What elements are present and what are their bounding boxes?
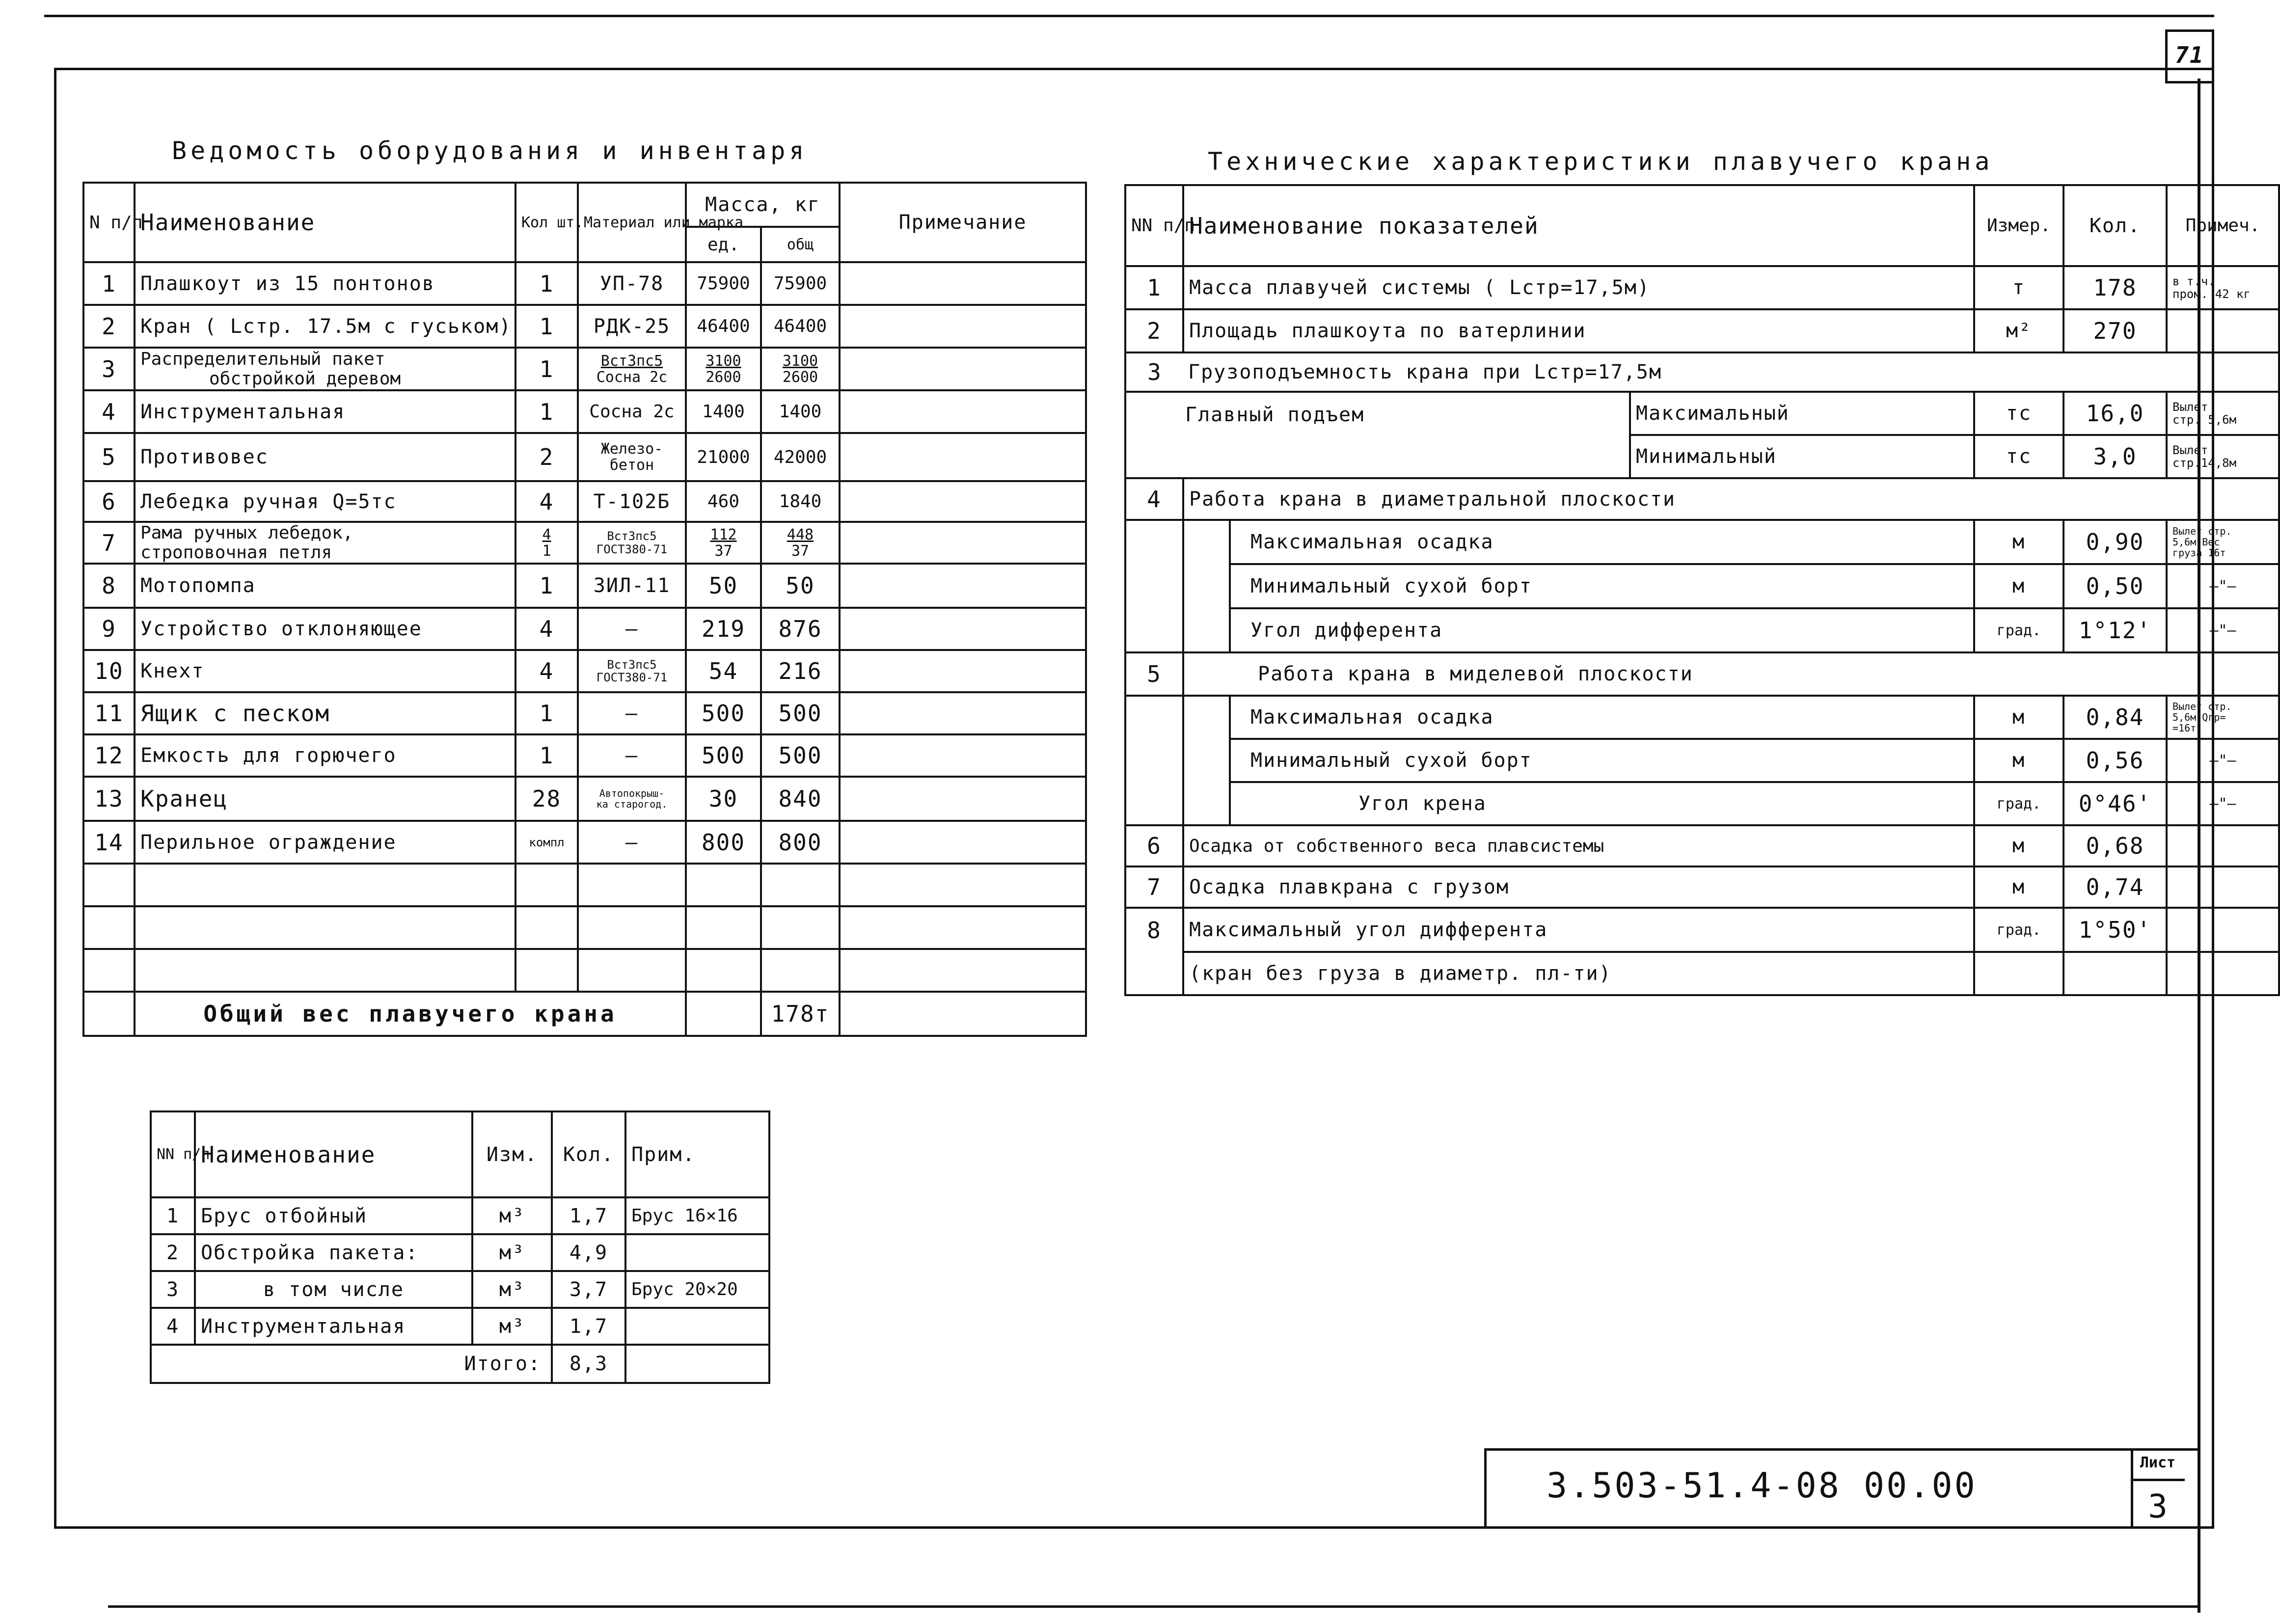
row-num: 6 — [83, 481, 135, 522]
table-row — [1125, 608, 2279, 652]
row-qty: 1 — [516, 390, 578, 433]
row-num: 11 — [83, 692, 135, 734]
row-unit: м³ — [472, 1308, 552, 1345]
table-row — [83, 692, 1086, 734]
row-name: Осадка плавкрана с грузом — [1183, 866, 1974, 908]
row-num: 3 — [83, 348, 135, 390]
row-note — [840, 481, 1086, 522]
row-material: Автопокрыш- ка старогод. — [578, 777, 686, 821]
row-note — [2167, 866, 2279, 908]
row-name-continued: (кран без груза в диаметр. пл-ти) — [1183, 952, 1974, 995]
row-name: Противовес — [135, 433, 516, 481]
table-row — [83, 777, 1086, 821]
table-row — [83, 262, 1086, 305]
row-name: Максимальный угол дифферента — [1183, 908, 1974, 952]
col-name-header: Наименование — [135, 183, 516, 262]
row-num: 6 — [1125, 825, 1183, 866]
table-row — [83, 864, 1086, 906]
row-qty: 1 — [516, 348, 578, 390]
row-num: 1 — [1125, 266, 1183, 309]
specs-grid — [1124, 184, 2280, 996]
row-mass-unit: 30 — [686, 777, 761, 821]
row-material: Железо- бетон — [578, 433, 686, 481]
row-note — [2167, 825, 2279, 866]
row-unit: град. — [1974, 908, 2063, 952]
row-mass-unit: 112 37 — [686, 522, 761, 564]
row-unit: м² — [1974, 309, 2063, 352]
row-note — [840, 564, 1086, 608]
row-qty: 28 — [516, 777, 578, 821]
row-mass-unit: 50 — [686, 564, 761, 608]
row-name: Рама ручных лебедок, строповочная петля — [135, 522, 516, 564]
lumber-num-header: NN п/п — [151, 1111, 195, 1197]
row-qty: 0°46' — [2063, 782, 2167, 825]
row-unit: т — [1974, 266, 2063, 309]
row-material: — — [578, 821, 686, 864]
row-mass-unit: 460 — [686, 481, 761, 522]
row-unit: м — [1974, 696, 2063, 739]
row-num: 3 — [151, 1271, 195, 1308]
row-material: УП-78 — [578, 262, 686, 305]
row-name: Лебедка ручная Q=5тс — [135, 481, 516, 522]
row-qty: 0,74 — [2063, 866, 2167, 908]
row-qty: 1,7 — [552, 1308, 625, 1345]
lumber-qty-header: Кол. — [552, 1111, 625, 1197]
row-qty: 178 — [2063, 266, 2167, 309]
table-row — [151, 1234, 769, 1271]
total-value: 8,3 — [552, 1345, 625, 1383]
row-name: Инструментальная — [135, 390, 516, 433]
row-note — [840, 608, 1086, 650]
row-mass-unit: 54 — [686, 650, 761, 692]
row-mass-total: 840 — [761, 777, 840, 821]
row-qty: 1 — [516, 692, 578, 734]
row-qty: 1 — [516, 262, 578, 305]
row-num: 7 — [83, 522, 135, 564]
table-row — [151, 1271, 769, 1308]
row-name: Распределительный пакет обстройкой деревом — [135, 348, 516, 390]
row-material: — — [578, 734, 686, 777]
row-mass-total: 216 — [761, 650, 840, 692]
row-mass-unit: 800 — [686, 821, 761, 864]
row-mass-unit: 75900 — [686, 262, 761, 305]
table-row — [1125, 392, 2279, 435]
top-rule — [44, 15, 2214, 17]
row-unit: град. — [1974, 782, 2063, 825]
row-num: 2 — [83, 305, 135, 348]
row-name: Угол дифферента — [1230, 608, 1974, 652]
table-row — [1125, 564, 2279, 608]
sheet-number: 3 — [2148, 1488, 2168, 1525]
table-row — [83, 821, 1086, 864]
row-qty: 4,9 — [552, 1234, 625, 1271]
row-qty: 3,0 — [2063, 435, 2167, 478]
table-row — [1125, 696, 2279, 739]
row-qty: 0,56 — [2063, 739, 2167, 782]
col-mass-unit-header: ед. — [686, 227, 761, 262]
lumber-unit-header: Изм. — [472, 1111, 552, 1197]
row-note: —"— — [2167, 739, 2279, 782]
table-row — [1125, 866, 2279, 908]
row-num: 9 — [83, 608, 135, 650]
row-num: 5 — [83, 433, 135, 481]
row-qty: 0,50 — [2063, 564, 2167, 608]
lumber-table — [150, 1110, 770, 1384]
table-row — [83, 650, 1086, 692]
row-name: Кран ( Lстр. 17.5м с гуськом) — [135, 305, 516, 348]
row-note — [625, 1234, 769, 1271]
row-note: Вылет стр. 5,6м — [2167, 392, 2279, 435]
table-row — [1125, 782, 2279, 825]
table-row — [83, 734, 1086, 777]
table-row — [1125, 825, 2279, 866]
row-num: 14 — [83, 821, 135, 864]
row-mass-unit: 219 — [686, 608, 761, 650]
row-qty: 1,7 — [552, 1197, 625, 1234]
row-num: 3 — [1125, 352, 1183, 392]
row-note — [840, 262, 1086, 305]
row-name: Ящик с песком — [135, 692, 516, 734]
row-qty: 3,7 — [552, 1271, 625, 1308]
row-note: —"— — [2167, 608, 2279, 652]
row-name: Максимальная осадка — [1230, 696, 1974, 739]
table-row — [1125, 309, 2279, 352]
row-qty: 1°50' — [2063, 908, 2167, 952]
row-note — [840, 650, 1086, 692]
row-num: 4 — [83, 390, 135, 433]
row-material: Вст3пс5 ГОСТ380-71 — [578, 522, 686, 564]
row-note — [840, 821, 1086, 864]
row-name: Устройство отклоняющее — [135, 608, 516, 650]
row-qty: 2 — [516, 433, 578, 481]
row-note — [840, 777, 1086, 821]
table-row — [1125, 520, 2279, 564]
specs-unit-header: Измер. — [1974, 185, 2063, 266]
row-note: Вылет стр. 5,6м Qгр= =16т — [2167, 696, 2279, 739]
row-num: 10 — [83, 650, 135, 692]
row-note — [840, 348, 1086, 390]
row-num: 12 — [83, 734, 135, 777]
row-qty: 0,90 — [2063, 520, 2167, 564]
stamp-code: 3.503-51.4-08 00.00 — [1547, 1465, 1977, 1506]
row-note: Брус 16×16 — [625, 1197, 769, 1234]
row-name: Максимальная осадка — [1230, 520, 1974, 564]
row-mass-total: 46400 — [761, 305, 840, 348]
row-note: Брус 20×20 — [625, 1271, 769, 1308]
row-mass-unit: 500 — [686, 692, 761, 734]
row-num: 7 — [1125, 866, 1183, 908]
row-qty: 1 — [516, 564, 578, 608]
row-material: — — [578, 692, 686, 734]
row-qty: 1 — [516, 734, 578, 777]
row-note: в т.ч. пром. 42 кг — [2167, 266, 2279, 309]
row-mass-total: 50 — [761, 564, 840, 608]
row-qty: 1°12' — [2063, 608, 2167, 652]
row-material: Т-102Б — [578, 481, 686, 522]
page-number: 71 — [2175, 42, 2204, 68]
row-num: 8 — [83, 564, 135, 608]
row-unit: м — [1974, 739, 2063, 782]
row-note: —"— — [2167, 782, 2279, 825]
row-unit: м — [1974, 520, 2063, 564]
row-name: Угол крена — [1230, 782, 1974, 825]
total-value: 178т — [761, 992, 840, 1036]
specs-qty-header: Кол. — [2063, 185, 2167, 266]
row-num: 2 — [1125, 309, 1183, 352]
row-unit: м³ — [472, 1197, 552, 1234]
total-row — [151, 1345, 769, 1383]
row-mass-unit: 21000 — [686, 433, 761, 481]
row-qty: 16,0 — [2063, 392, 2167, 435]
row-material: — — [578, 608, 686, 650]
row-unit: град. — [1974, 608, 2063, 652]
row-material: РДК-25 — [578, 305, 686, 348]
row-note — [840, 390, 1086, 433]
row-qty: 1 — [516, 305, 578, 348]
table-row — [83, 564, 1086, 608]
row-num: 4 — [1125, 478, 1183, 520]
row-unit: м — [1974, 825, 2063, 866]
row-name: Масса плавучей системы ( Lстр=17,5м) — [1183, 266, 1974, 309]
specs-title: Технические характеристики плавучего крана — [1208, 147, 1994, 176]
row-qty: 4 — [516, 608, 578, 650]
row-mass-unit: 3100 2600 — [686, 348, 761, 390]
row-name: Плашкоут из 15 понтонов — [135, 262, 516, 305]
row-num: 1 — [83, 262, 135, 305]
row-mass-total: 876 — [761, 608, 840, 650]
row-note — [840, 305, 1086, 348]
col-note-header: Примечание — [840, 183, 1086, 262]
table-row — [151, 1308, 769, 1345]
row-num: 1 — [151, 1197, 195, 1234]
row-mass-total: 42000 — [761, 433, 840, 481]
row-name: Емкость для горючего — [135, 734, 516, 777]
row-note — [840, 433, 1086, 481]
table-row — [151, 1197, 769, 1234]
row-num: 2 — [151, 1234, 195, 1271]
row-name: Кнехт — [135, 650, 516, 692]
row-qty: 4 — [516, 650, 578, 692]
row-unit: м³ — [472, 1234, 552, 1271]
total-label: Итого: — [151, 1345, 552, 1383]
row-mass-unit: 46400 — [686, 305, 761, 348]
row-name: Грузоподъемность крана при Lстр=17,5м — [1183, 352, 2279, 392]
row-unit: м³ — [472, 1271, 552, 1308]
table-row — [83, 348, 1086, 390]
row-name: в том числе — [195, 1271, 472, 1308]
row-name: Перильное ограждение — [135, 821, 516, 864]
row-qty: 0,68 — [2063, 825, 2167, 866]
table-row — [1125, 739, 2279, 782]
row-qty: 4 1 — [516, 522, 578, 564]
table-row — [83, 433, 1086, 481]
row-mass-unit: 500 — [686, 734, 761, 777]
row-sub: Максимальный — [1630, 392, 1974, 435]
table-row — [1125, 908, 2279, 952]
row-unit: тс — [1974, 392, 2063, 435]
row-num: 4 — [151, 1308, 195, 1345]
table-row — [83, 305, 1086, 348]
table-row — [83, 522, 1086, 564]
row-num: 5 — [1125, 652, 1183, 696]
row-mass-total: 500 — [761, 692, 840, 734]
row-material: Вст3пс5 Сосна 2с — [578, 348, 686, 390]
row-name: Кранец — [135, 777, 516, 821]
col-num-header: N п/п — [83, 183, 135, 262]
lumber-name-header: Наименование — [195, 1111, 472, 1197]
table-row — [83, 949, 1086, 992]
table-row — [1125, 478, 2279, 520]
row-name: Главный подъем — [1125, 392, 1630, 478]
row-mass-total: 800 — [761, 821, 840, 864]
row-note — [2167, 908, 2279, 952]
lumber-note-header: Прим. — [625, 1111, 769, 1197]
col-mass-header: Масса, кг — [686, 183, 840, 227]
table-row — [1125, 266, 2279, 309]
row-note — [840, 692, 1086, 734]
row-qty: 0,84 — [2063, 696, 2167, 739]
row-name: Минимальный сухой борт — [1230, 739, 1974, 782]
row-note — [840, 522, 1086, 564]
row-name: Осадка от собственного веса плавсистемы — [1183, 825, 1974, 866]
row-num: 8 — [1125, 908, 1183, 952]
total-row — [83, 992, 1086, 1036]
table-row — [83, 481, 1086, 522]
row-qty: компл — [516, 821, 578, 864]
table-row — [1125, 352, 2279, 392]
row-mass-total: 1840 — [761, 481, 840, 522]
col-qty-header: Кол шт. — [516, 183, 578, 262]
sheet-divider — [2131, 1479, 2185, 1481]
table-row — [83, 390, 1086, 433]
row-note: Вылет стр. 5,6м Вес груза 16т — [2167, 520, 2279, 564]
specs-name-header: Наименование показателей — [1183, 185, 1974, 266]
row-note — [840, 734, 1086, 777]
row-mass-total: 500 — [761, 734, 840, 777]
row-note — [2167, 309, 2279, 352]
bottom-rule — [108, 1605, 2200, 1608]
row-name: Работа крана в миделевой плоскости — [1183, 652, 2279, 696]
row-name: Площадь плашкоута по ватерлинии — [1183, 309, 1974, 352]
row-name: Минимальный сухой борт — [1230, 564, 1974, 608]
col-material-header: Материал или марка — [578, 183, 686, 262]
table-row — [1125, 652, 2279, 696]
row-name: Брус отбойный — [195, 1197, 472, 1234]
row-qty: 4 — [516, 481, 578, 522]
row-name: Инструментальная — [195, 1308, 472, 1345]
row-name: Обстройка пакета: — [195, 1234, 472, 1271]
row-mass-total: 1400 — [761, 390, 840, 433]
row-mass-total: 75900 — [761, 262, 840, 305]
col-mass-total-header: общ — [761, 227, 840, 262]
row-note: Вылет стр.14,8м — [2167, 435, 2279, 478]
table-row — [83, 608, 1086, 650]
row-mass-total: 448 37 — [761, 522, 840, 564]
table-row — [1125, 952, 2279, 995]
row-unit: м — [1974, 564, 2063, 608]
row-name: Мотопомпа — [135, 564, 516, 608]
row-material: ЗИЛ-11 — [578, 564, 686, 608]
row-mass-total: 3100 2600 — [761, 348, 840, 390]
row-note — [625, 1308, 769, 1345]
row-material: Вст3пс5 ГОСТ380-71 — [578, 650, 686, 692]
equipment-table — [82, 182, 1087, 1037]
sheet-label: Лист — [2140, 1454, 2176, 1471]
row-name: Работа крана в диаметральной плоскости — [1183, 478, 2279, 520]
row-mass-unit: 1400 — [686, 390, 761, 433]
row-unit: тс — [1974, 435, 2063, 478]
row-material: Сосна 2с — [578, 390, 686, 433]
row-sub: Минимальный — [1630, 435, 1974, 478]
table-row — [83, 906, 1086, 949]
specs-note-header: Примеч. — [2167, 185, 2279, 266]
row-note: —"— — [2167, 564, 2279, 608]
specs-num-header: NN п/п — [1125, 185, 1183, 266]
total-label: Общий вес плавучего крана — [135, 992, 686, 1036]
row-qty: 270 — [2063, 309, 2167, 352]
row-unit: м — [1974, 866, 2063, 908]
equipment-title: Ведомость оборудования и инвентаря — [172, 136, 808, 165]
row-num: 13 — [83, 777, 135, 821]
